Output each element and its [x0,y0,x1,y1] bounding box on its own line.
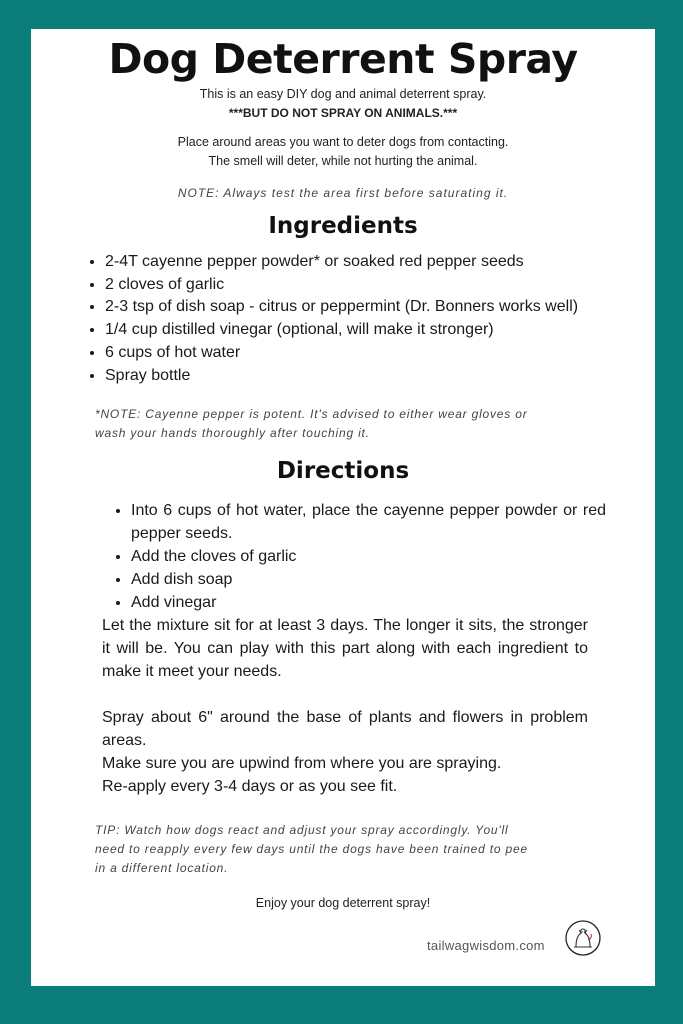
list-item: • Add the cloves of garlic [131,545,606,568]
tip-block [95,821,595,878]
directions-paragraph-1: Let the mixture sit for at least 3 days. The longer it sits, the stronger it will be. You can play with this part along with each ingredient to make it meet your needs. [102,617,588,680]
directions-paragraph-4: Re-apply every 3-4 days or as you see fit. [102,778,398,795]
directions-paragraph-2: Spray about 6" around the base of plants and flowers in problem areas. [102,709,588,749]
list-item: • Into 6 cups of hot water, place the cayenne pepper powder or red pepper seeds. [131,499,606,545]
ingredients-heading: Ingredients [268,213,418,239]
ingredients-note-line-2: wash your hands thoroughly after touching it. [95,426,370,440]
tip-line-3: in a different location. [95,861,229,875]
enjoy-text: Enjoy your dog deterrent spray! [255,896,431,910]
ingredients-note [95,405,595,443]
intro-note: NOTE: Always test the area first before saturating it. [177,186,509,200]
directions-list [113,499,606,614]
list-item: • Add dish soap [131,568,606,591]
ingredients-note-line-1: *NOTE: Cayenne pepper is potent. It's advised to either wear gloves or [95,407,528,421]
list-item: • 6 cups of hot water [105,342,578,365]
page-title: Dog Deterrent Spray [108,35,578,83]
directions-heading: Directions [276,458,410,484]
tip-line-2: need to reapply every few days until the dogs have been trained to pee [95,842,528,856]
recipe-card [31,29,655,986]
site-link[interactable]: tailwagwisdom.com [427,938,545,953]
intro-warning: ***BUT DO NOT SPRAY ON ANIMALS.*** [228,106,458,120]
directions-paragraph-3: Make sure you are upwind from where you are spraying. [102,755,502,772]
list-item: • 2-4T cayenne pepper powder* or soaked red pepper seeds [105,251,578,274]
list-item: • Spray bottle [105,365,578,388]
ingredients-list [87,251,578,387]
intro-line-1: This is an easy DIY dog and animal deterrent spray. [199,87,487,101]
list-item: • Add vinegar [131,591,606,614]
list-item: • 1/4 cup distilled vinegar (optional, will make it stronger) [105,319,578,342]
intro-line-3: The smell will deter, while not hurting the animal. [208,154,478,168]
tip-line-1: TIP: Watch how dogs react and adjust your spray accordingly. You'll [95,823,509,837]
list-item: • 2 cloves of garlic [105,274,578,297]
intro-line-2: Place around areas you want to deter dogs from contacting. [177,135,509,149]
dog-logo-icon [565,920,601,956]
list-item: • 2-3 tsp of dish soap - citrus or peppermint (Dr. Bonners works well) [105,296,578,319]
